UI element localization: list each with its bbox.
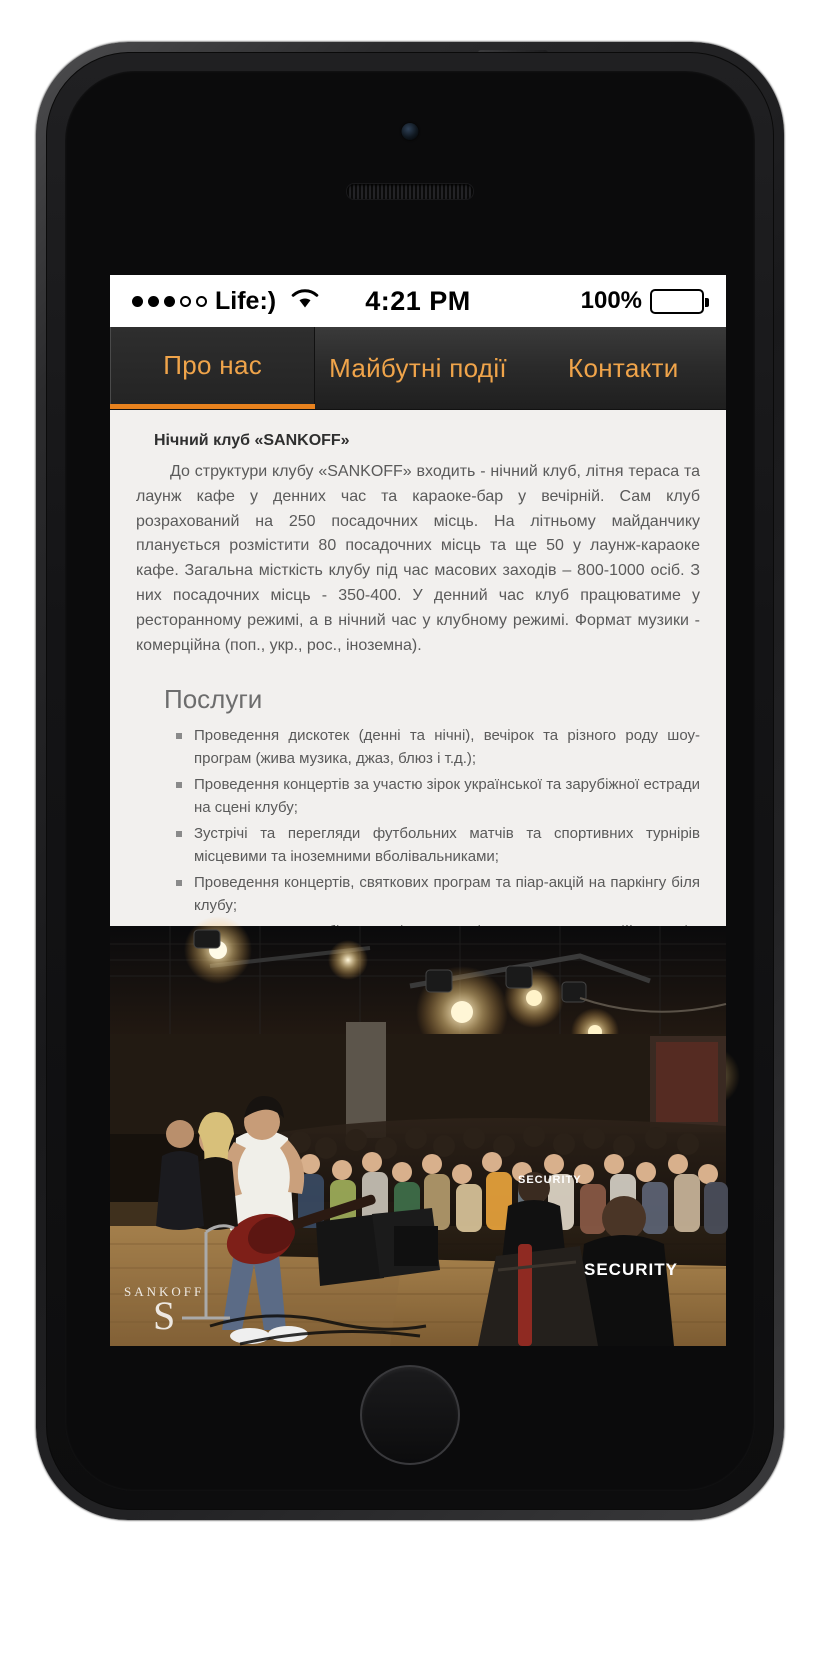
- phone-device: [36, 42, 784, 1520]
- wifi-icon: [290, 287, 320, 316]
- tab-about-label: Про нас: [163, 350, 263, 380]
- battery-percent-label: 100%: [580, 287, 643, 314]
- earpiece-speaker: [346, 183, 474, 200]
- clock-label: 4:21 PM: [365, 285, 471, 316]
- watermark-text: SANKOFF: [124, 1284, 205, 1299]
- phone-screen: [110, 275, 726, 1345]
- list-item: Проведення концертів, святкових програм та піар-акцій на паркінгу біля клубу;: [192, 872, 700, 917]
- content-panel: [110, 410, 726, 926]
- status-bar-right: [471, 287, 704, 315]
- list-item: Проведення концертів за участю зірок української та зарубіжної естради на сцені клубу;: [192, 774, 700, 819]
- tab-bar: [110, 327, 726, 410]
- watermark: [124, 1284, 205, 1338]
- security-label: SECURITY: [584, 1260, 678, 1279]
- list-item: Проведення дискотек (денні та нічні), вечірок та різного роду шоу-програм (жива музика, джаз, блюз і т.д.);: [192, 725, 700, 770]
- home-button[interactable]: [360, 1365, 460, 1465]
- tab-contacts-label: Контакти: [568, 352, 679, 383]
- services-heading: Послуги: [164, 684, 263, 715]
- club-photo: [110, 926, 726, 1346]
- tab-about[interactable]: [110, 327, 315, 409]
- security-label: SECURITY: [518, 1174, 582, 1186]
- battery-icon: [650, 289, 704, 314]
- club-name-heading: Нічний клуб «SANKOFF»: [154, 432, 350, 449]
- watermark-letter: S: [153, 1293, 176, 1338]
- tab-events-label: Майбутні події: [329, 352, 507, 383]
- phone-bezel: [46, 52, 774, 1510]
- status-bar: [110, 275, 726, 327]
- carrier-label: Life:): [215, 286, 277, 315]
- club-photo-illustration: [110, 926, 726, 1346]
- phone-face: [65, 71, 755, 1491]
- status-bar-left: [132, 287, 365, 316]
- tab-contacts[interactable]: [521, 327, 726, 409]
- signal-strength-icon: [132, 296, 207, 307]
- list-item: Зустрічі та перегляди футбольних матчів та спортивних турнірів місцевими та іноземними вболівальниками;: [192, 823, 700, 868]
- tab-events[interactable]: [315, 327, 520, 409]
- front-camera-icon: [402, 123, 419, 140]
- about-paragraph: До структури клубу «SANKOFF» входить - нічний клуб, літня тераса та лаунж кафе у денних час та караоке-бар у вечірній. Сам клуб розрахований на 250 посадочних місць. На літньому майданчику планується розмістити 80 посадочних місць та ще 50 у лаунж-караоке кафе. Загальна місткість клубу під час масових заходів – 800-1000 осіб. З них посадочних місць - 350-400. У денний час клуб працюватиме у ресторанному режимі, а в нічний час у клубному режимі. Формат музики - комерційна (поп., укр., рос., іноземна).: [136, 463, 700, 654]
